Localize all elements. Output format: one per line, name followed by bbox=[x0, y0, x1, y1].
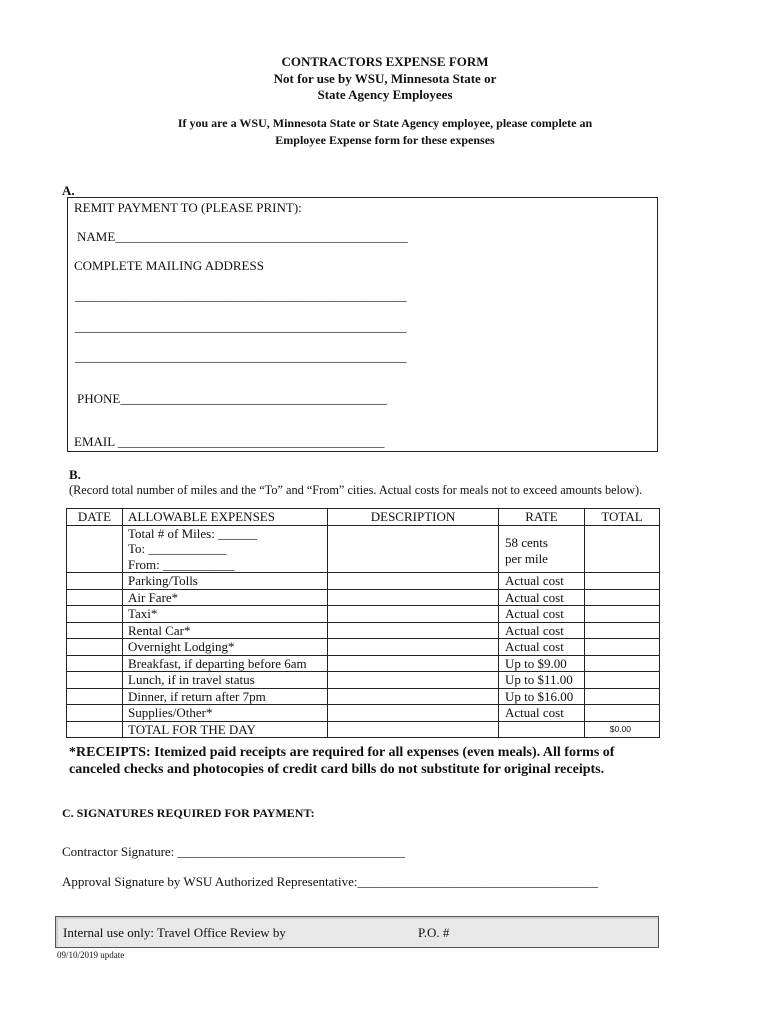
total-cell[interactable] bbox=[585, 639, 660, 656]
date-cell[interactable] bbox=[67, 589, 123, 606]
date-cell[interactable] bbox=[67, 573, 123, 590]
miles-rate-line1: 58 cents bbox=[505, 534, 548, 550]
miles-rate-cell bbox=[499, 525, 585, 573]
remit-payment-box bbox=[67, 197, 658, 452]
description-cell[interactable] bbox=[328, 705, 499, 722]
total-for-day-value: $0.00 bbox=[585, 721, 660, 738]
receipts-line1: *RECEIPTS: Itemized paid receipts are required for all expenses (even meals). All forms of bbox=[69, 745, 615, 760]
rate-cell: Up to $9.00 bbox=[499, 655, 585, 672]
section-b-instructions: (Record total number of miles and the “To” and “From” cities. Actual costs for meals not to exceed amounts below). bbox=[69, 483, 643, 497]
section-b-label: B. bbox=[69, 467, 81, 482]
miles-from-line: From: ___________ bbox=[128, 556, 235, 572]
table-row bbox=[67, 655, 660, 672]
table-row bbox=[67, 688, 660, 705]
signatures-heading: C. SIGNATURES REQUIRED FOR PAYMENT: bbox=[62, 806, 315, 820]
description-cell[interactable] bbox=[328, 573, 499, 590]
address-line-3[interactable]: ___________________________________________________ bbox=[75, 349, 407, 364]
expense-table bbox=[66, 508, 660, 738]
form-subtitle-line2: State Agency Employees bbox=[317, 87, 453, 102]
total-for-day-label: TOTAL FOR THE DAY bbox=[123, 721, 328, 738]
rate-cell: Actual cost bbox=[499, 622, 585, 639]
total-cell[interactable] bbox=[585, 622, 660, 639]
description-cell[interactable] bbox=[328, 606, 499, 623]
remit-heading: REMIT PAYMENT TO (PLEASE PRINT): bbox=[74, 200, 302, 215]
employee-note-line1: If you are a WSU, Minnesota State or State Agency employee, please complete an bbox=[177, 116, 593, 130]
description-cell[interactable] bbox=[328, 639, 499, 656]
expense-label: Supplies/Other* bbox=[123, 705, 328, 722]
po-number-label: P.O. # bbox=[418, 925, 450, 940]
total-row bbox=[67, 721, 660, 738]
rate-cell: Actual cost bbox=[499, 639, 585, 656]
description-cell[interactable] bbox=[328, 672, 499, 689]
internal-use-box bbox=[55, 916, 659, 948]
expense-label: Breakfast, if departing before 6am bbox=[123, 655, 328, 672]
approval-signature-field[interactable]: Approval Signature by WSU Authorized Representative:_____________________________________ bbox=[62, 874, 598, 889]
rate-cell: Actual cost bbox=[499, 589, 585, 606]
rate-cell: Actual cost bbox=[499, 573, 585, 590]
table-row bbox=[67, 672, 660, 689]
name-field[interactable]: NAME_____________________________________________ bbox=[77, 229, 408, 244]
travel-office-review-label: Internal use only: Travel Office Review by bbox=[63, 925, 286, 940]
address-line-1[interactable]: ___________________________________________________ bbox=[75, 288, 407, 303]
rate-cell: Up to $11.00 bbox=[499, 672, 585, 689]
total-cell[interactable] bbox=[585, 672, 660, 689]
date-cell[interactable] bbox=[67, 705, 123, 722]
expense-label: Overnight Lodging* bbox=[123, 639, 328, 656]
date-cell[interactable] bbox=[67, 525, 123, 573]
rate-cell: Actual cost bbox=[499, 705, 585, 722]
expense-label: Lunch, if in travel status bbox=[123, 672, 328, 689]
header-expenses: ALLOWABLE EXPENSES bbox=[123, 509, 328, 526]
table-row bbox=[67, 606, 660, 623]
date-cell[interactable] bbox=[67, 688, 123, 705]
total-cell[interactable] bbox=[585, 655, 660, 672]
total-cell[interactable] bbox=[585, 688, 660, 705]
total-cell[interactable] bbox=[585, 606, 660, 623]
date-cell[interactable] bbox=[67, 672, 123, 689]
description-cell[interactable] bbox=[328, 589, 499, 606]
date-cell[interactable] bbox=[67, 655, 123, 672]
expense-label: Parking/Tolls bbox=[123, 573, 328, 590]
expense-label: Dinner, if return after 7pm bbox=[123, 688, 328, 705]
phone-field[interactable]: PHONE_________________________________________ bbox=[77, 391, 387, 406]
expense-label: Taxi* bbox=[123, 606, 328, 623]
miles-total-line: Total # of Miles: ______ bbox=[128, 525, 258, 541]
employee-note bbox=[0, 115, 770, 149]
rate-cell: Up to $16.00 bbox=[499, 688, 585, 705]
description-cell[interactable] bbox=[328, 655, 499, 672]
mailing-address-label: COMPLETE MAILING ADDRESS bbox=[74, 258, 264, 273]
date-cell[interactable] bbox=[67, 721, 123, 738]
address-line-2[interactable]: ___________________________________________________ bbox=[75, 319, 407, 334]
rate-cell bbox=[499, 721, 585, 738]
table-row bbox=[67, 589, 660, 606]
date-cell[interactable] bbox=[67, 606, 123, 623]
table-row bbox=[67, 639, 660, 656]
miles-row bbox=[67, 525, 660, 573]
email-field[interactable]: EMAIL _________________________________________ bbox=[74, 434, 385, 449]
form-subtitle-line1: Not for use by WSU, Minnesota State or bbox=[273, 70, 497, 86]
date-cell[interactable] bbox=[67, 639, 123, 656]
expense-table-header bbox=[67, 509, 660, 526]
header-total: TOTAL bbox=[585, 509, 660, 526]
header-description: DESCRIPTION bbox=[328, 509, 499, 526]
form-header bbox=[0, 54, 770, 104]
date-cell[interactable] bbox=[67, 622, 123, 639]
table-row bbox=[67, 622, 660, 639]
header-rate: RATE bbox=[499, 509, 585, 526]
expense-label: Air Fare* bbox=[123, 589, 328, 606]
total-cell[interactable] bbox=[585, 705, 660, 722]
expense-label: Rental Car* bbox=[123, 622, 328, 639]
employee-note-line2: Employee Expense form for these expenses bbox=[275, 133, 495, 147]
miles-expense-cell[interactable] bbox=[123, 525, 328, 573]
total-cell[interactable] bbox=[585, 589, 660, 606]
total-cell[interactable] bbox=[585, 525, 660, 573]
description-cell[interactable] bbox=[328, 688, 499, 705]
receipts-notice bbox=[69, 744, 614, 778]
miles-rate-line2: per mile bbox=[505, 550, 548, 566]
contractor-signature-field[interactable]: Contractor Signature: ___________________________________ bbox=[62, 844, 406, 859]
table-row bbox=[67, 705, 660, 722]
header-date: DATE bbox=[67, 509, 123, 526]
section-a-label: A. bbox=[62, 183, 75, 198]
description-cell[interactable] bbox=[328, 721, 499, 738]
table-row bbox=[67, 573, 660, 590]
miles-to-line: To: ____________ bbox=[128, 541, 227, 556]
receipts-line2: canceled checks and photocopies of credit card bills do not substitute for original receipts. bbox=[69, 762, 605, 777]
total-cell[interactable] bbox=[585, 573, 660, 590]
description-cell[interactable] bbox=[328, 622, 499, 639]
description-cell[interactable] bbox=[328, 525, 499, 573]
rate-cell: Actual cost bbox=[499, 606, 585, 623]
update-date: 09/10/2019 update bbox=[57, 950, 125, 960]
form-title: CONTRACTORS EXPENSE FORM bbox=[281, 54, 489, 69]
